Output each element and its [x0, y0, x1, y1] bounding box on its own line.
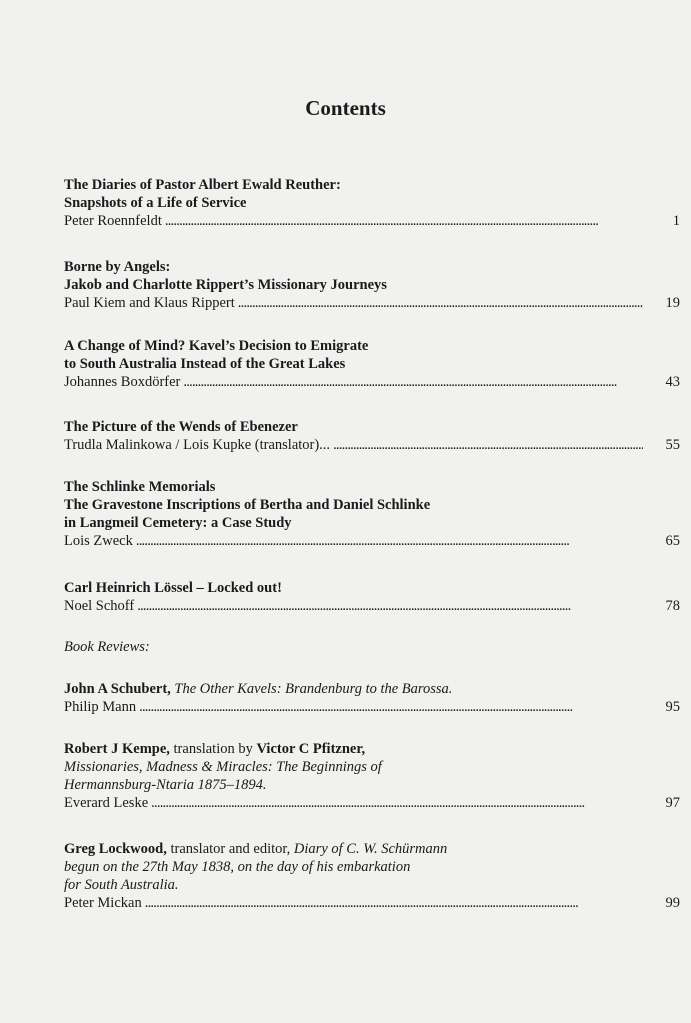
entry-page-number: 55 [665, 437, 680, 453]
entry-author-line [64, 212, 680, 230]
entry-page-number: 43 [665, 374, 680, 390]
review-page-number: 95 [665, 699, 680, 715]
entry-title: in Langmeil Cemetery: a Case Study [64, 515, 292, 531]
review-page-number: 97 [665, 795, 680, 811]
review-entry [64, 840, 680, 912]
review-book-title: for South Australia. [64, 877, 179, 893]
entry-title: Carl Heinrich Lössel – Locked out! [64, 580, 282, 596]
dot-leader [145, 894, 643, 912]
review-role: translation by [173, 741, 253, 757]
entry-author: Lois Zweck [64, 533, 133, 549]
dot-leader [333, 436, 643, 454]
entry-page-number: 1 [672, 213, 680, 229]
entry-author: Trudla Malinkowa / Lois Kupke (translator)... [64, 437, 331, 453]
entry-title: A Change of Mind? Kavel’s Decision to Emigrate [64, 338, 369, 354]
review-entry [64, 680, 680, 716]
entry-title: Borne by Angels: [64, 259, 171, 275]
review-book-title: The Other Kavels: Brandenburg to the Barossa. [174, 681, 453, 697]
entry-author-line [64, 532, 680, 550]
toc-entry [64, 418, 680, 454]
reviewer-line [64, 894, 680, 912]
entry-author-line [64, 597, 680, 615]
book-reviews-label: Book Reviews: [64, 639, 150, 655]
review-role: translator and editor, [170, 841, 291, 857]
entry-title: The Picture of the Wends of Ebenezer [64, 419, 298, 435]
dot-leader [139, 698, 643, 716]
dot-leader [238, 294, 643, 312]
entry-title: The Diaries of Pastor Albert Ewald Reuther: [64, 177, 341, 193]
entry-page-number: 78 [665, 598, 680, 614]
dot-leader [136, 532, 643, 550]
page-title: Contents [305, 96, 386, 120]
entry-title: Jakob and Charlotte Rippert’s Missionary Journeys [64, 277, 387, 293]
dot-leader [151, 794, 643, 812]
entry-title: Snapshots of a Life of Service [64, 195, 247, 211]
entry-author: Noel Schoff [64, 598, 135, 614]
review-heading [64, 840, 680, 858]
dot-leader [165, 212, 643, 230]
entry-author: Peter Roennfeldt [64, 213, 162, 229]
review-book-title: Missionaries, Madness & Miracles: The Beginnings of [64, 759, 382, 775]
review-heading [64, 680, 680, 698]
review-book-title: begun on the 27th May 1838, on the day of his embarkation [64, 859, 411, 875]
dot-leader [183, 373, 643, 391]
toc-entry [64, 176, 680, 230]
reviewer-line [64, 794, 680, 812]
reviewer: Philip Mann [64, 699, 137, 715]
entry-author-line [64, 294, 680, 312]
toc-entry [64, 478, 680, 550]
toc-entry [64, 579, 680, 615]
entry-page-number: 65 [665, 533, 680, 549]
review-book-title: Hermannsburg-Ntaria 1875–1894. [64, 777, 267, 793]
review-book-title: Diary of C. W. Schürmann [293, 841, 448, 857]
toc-entry [64, 258, 680, 312]
entry-author-line [64, 373, 680, 391]
entry-title: The Schlinke Memorials [64, 479, 216, 495]
entry-author: Johannes Boxdörfer [64, 374, 181, 390]
review-translator: Victor C Pfitzner, [256, 741, 366, 757]
review-author: John A Schubert, [64, 681, 171, 697]
review-heading [64, 740, 680, 758]
entry-author: Paul Kiem and Klaus Rippert [64, 295, 235, 311]
toc-entry [64, 337, 680, 391]
entry-title: The Gravestone Inscriptions of Bertha and Daniel Schlinke [64, 497, 431, 513]
review-entry [64, 740, 680, 812]
entry-page-number: 19 [665, 295, 680, 311]
dot-leader [137, 597, 643, 615]
reviewer: Everard Leske [64, 795, 149, 811]
review-page-number: 99 [665, 895, 680, 911]
reviewer-line [64, 698, 680, 716]
reviewer: Peter Mickan [64, 895, 142, 911]
entry-author-line [64, 436, 680, 454]
review-author: Greg Lockwood, [64, 841, 167, 857]
entry-title: to South Australia Instead of the Great Lakes [64, 356, 346, 372]
review-author: Robert J Kempe, [64, 741, 170, 757]
